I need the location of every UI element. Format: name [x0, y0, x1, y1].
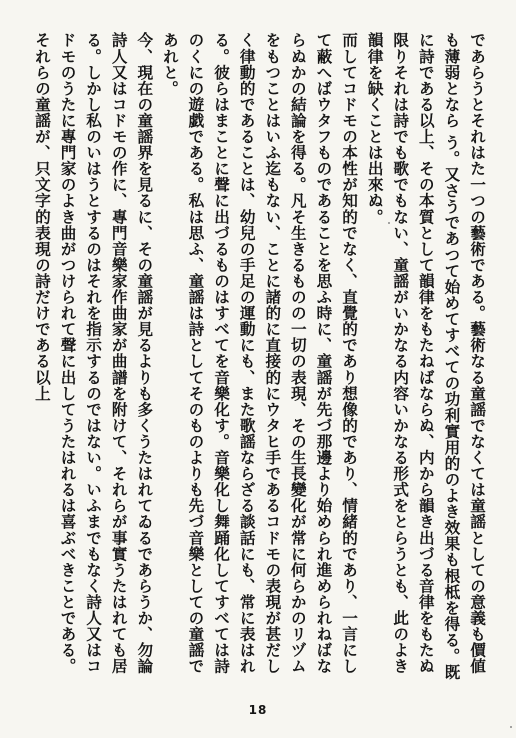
print-speck: [510, 726, 512, 728]
page-number: 18: [248, 703, 268, 717]
print-speck: [388, 222, 390, 224]
vertical-text-body: [28, 32, 490, 682]
paragraph-1: であらうとそれはた一つの藝術である。藝術なる童謡でなくては童謡としての意義も價値も薄弱となら う。又さうであつて始めてすべての功利實用的のよき效果も根柢を得る。既に詩である以上、その本質として韻律をもたねばならぬ、内から韻き出づる音律をもたぬ限りそれは詩でも歌でもない、童謡がいかなる内容いかなる形式をとらうとも、此のよき韻律を缺くことは出來ぬ。: [365, 32, 487, 680]
paragraph-3: 今、現在の童謡界を見るに、その童謡が見るよりも多くうたはれてゐるであらうか、勿論詩人又はコドモの作に、專門音樂家作曲家が曲譜を附けて、それらが事實うたはれても居る。しかし私のいはうとするのはそれを指示するのではない。いふまでもなく詩人又はコドモのうたに專門家のよき曲がつけられて聲に出してうたはれるは喜ぶべきことである。それらの童謡が、只文字的表現の詩だけである以上: [32, 32, 155, 674]
paragraph-2: 而してコドモの本性が知的でなく、直覺的であり想像的であり、情緒的であり、一言にして蔽へばウタフものであることを思ふ時に、童謡が先づ那邊より始められ進められねばならぬかの結論を得る。凡そ生きるものの一切の表現、その生長變化が常に何らかのリヅムをもつことはいふ迄もない、ことに諸的に直接的にウタヒ手であるコドモの表現が甚だしく律動的であることは、幼兒の手足の運動にも、また歌謡ならざる談話にも、常に表はれる。彼らはまことに聲に出づるものはすべてを音樂化す。音樂化し舞踊化してすべては詩のくにの遊戯である。私は思ふ、童謡は詩としてそのものよりも先づ音樂としての童謡であれと。: [160, 32, 360, 674]
